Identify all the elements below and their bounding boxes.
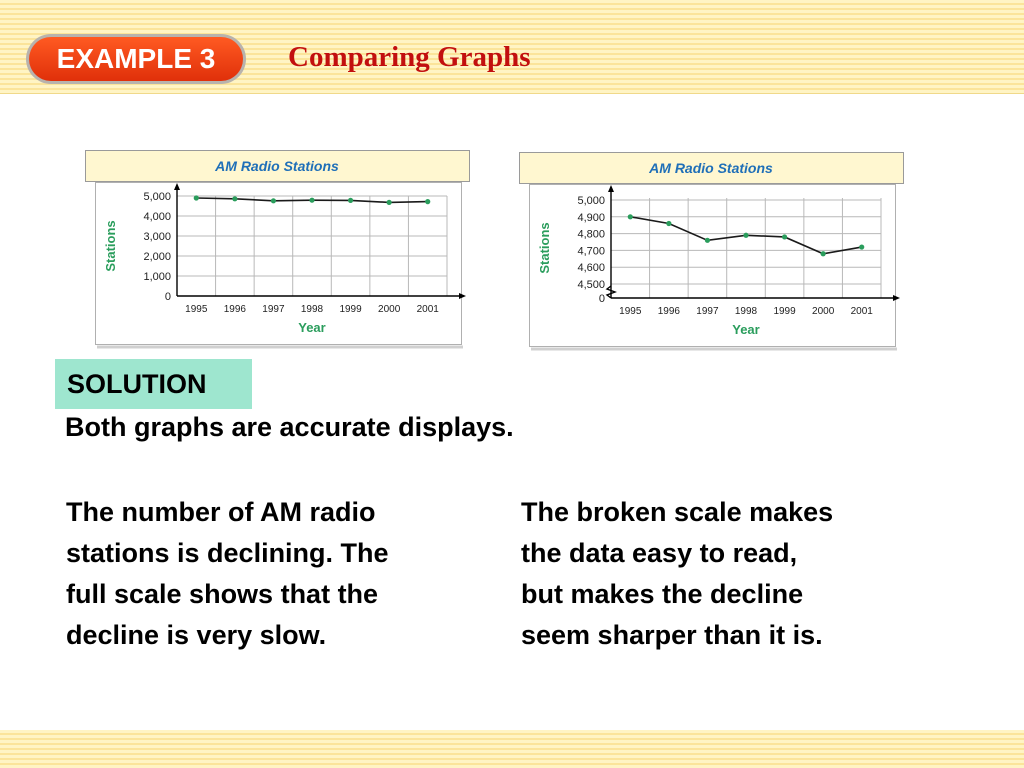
y-tick-label: 3,000 [143, 231, 171, 243]
data-point [271, 198, 276, 203]
x-tick-label: 2001 [416, 304, 439, 315]
x-tick-label: 1998 [300, 304, 324, 315]
x-tick-label: 2000 [812, 306, 835, 317]
example-badge-label: EXAMPLE 3 [29, 37, 243, 81]
x-tick-label: 2001 [850, 306, 873, 317]
paragraph-line: seem sharper than it is. [521, 620, 823, 650]
y-tick-label: 4,600 [577, 262, 605, 275]
y-axis-title: Stations [103, 220, 118, 272]
y-tick-label: 5,000 [577, 195, 605, 207]
x-axis-title: Year [732, 322, 760, 337]
solution-label: SOLUTION [55, 359, 252, 409]
y-tick-label: 0 [164, 291, 171, 303]
data-point [232, 196, 237, 201]
paragraph-line: The broken scale makes [521, 497, 834, 527]
x-tick-label: 2000 [378, 304, 401, 315]
y-tick-label: 2,000 [143, 251, 171, 263]
data-point [425, 199, 430, 204]
x-axis-title: Year [298, 320, 326, 335]
y-tick-label: 1,000 [143, 271, 171, 283]
chart-broken-scale [519, 152, 919, 352]
x-tick-label: 1998 [734, 306, 758, 317]
paragraph-line: the data easy to read, [521, 538, 798, 568]
data-point [705, 238, 710, 243]
x-tick-label: 1999 [773, 306, 796, 317]
x-axis-arrow [459, 293, 466, 299]
x-tick-label: 1999 [339, 304, 362, 315]
chart-title: AM Radio Stations [215, 158, 339, 174]
data-point [821, 251, 826, 256]
y-tick-label: 4,000 [143, 211, 171, 223]
paragraph-full-scale [66, 492, 496, 656]
chart-title: AM Radio Stations [649, 160, 773, 176]
y-tick-label: 4,700 [577, 245, 605, 258]
x-tick-label: 1995 [619, 306, 642, 317]
data-point [782, 234, 787, 239]
y-tick-label: 4,800 [577, 228, 605, 241]
y-axis-title: Stations [537, 222, 552, 274]
x-tick-label: 1995 [185, 304, 208, 315]
y-tick-label: 0 [598, 293, 605, 305]
x-tick-label: 1996 [223, 304, 246, 315]
paragraph-line: full scale shows that the [66, 579, 379, 609]
x-tick-label: 1996 [657, 306, 680, 317]
data-point [743, 233, 748, 238]
chart-body [96, 183, 462, 345]
x-tick-label: 1997 [696, 306, 719, 317]
paragraph-line: decline is very slow. [66, 620, 327, 650]
page-title: Comparing Graphs [288, 41, 531, 73]
data-point [666, 221, 671, 226]
footer-band [0, 730, 1024, 768]
y-tick-label: 4,500 [577, 279, 605, 291]
data-point [859, 244, 864, 249]
chart-full-scale [85, 150, 485, 350]
y-tick-label: 5,000 [143, 191, 171, 203]
chart-svg [519, 152, 919, 352]
paragraph-line: stations is declining. The [66, 538, 389, 568]
example-badge [26, 34, 246, 84]
solution-statement: Both graphs are accurate displays. [65, 412, 514, 442]
paragraph-line: The number of AM radio [66, 497, 376, 527]
data-point [194, 195, 199, 200]
y-tick-label: 4,900 [577, 211, 605, 224]
chart-svg [85, 150, 485, 350]
paragraph-broken-scale [521, 492, 951, 656]
data-point [348, 198, 353, 203]
x-axis-arrow [893, 295, 900, 301]
paragraph-line: but makes the decline [521, 579, 804, 609]
data-point [309, 198, 314, 203]
data-point [387, 200, 392, 205]
data-point [628, 214, 633, 219]
x-tick-label: 1997 [262, 304, 285, 315]
